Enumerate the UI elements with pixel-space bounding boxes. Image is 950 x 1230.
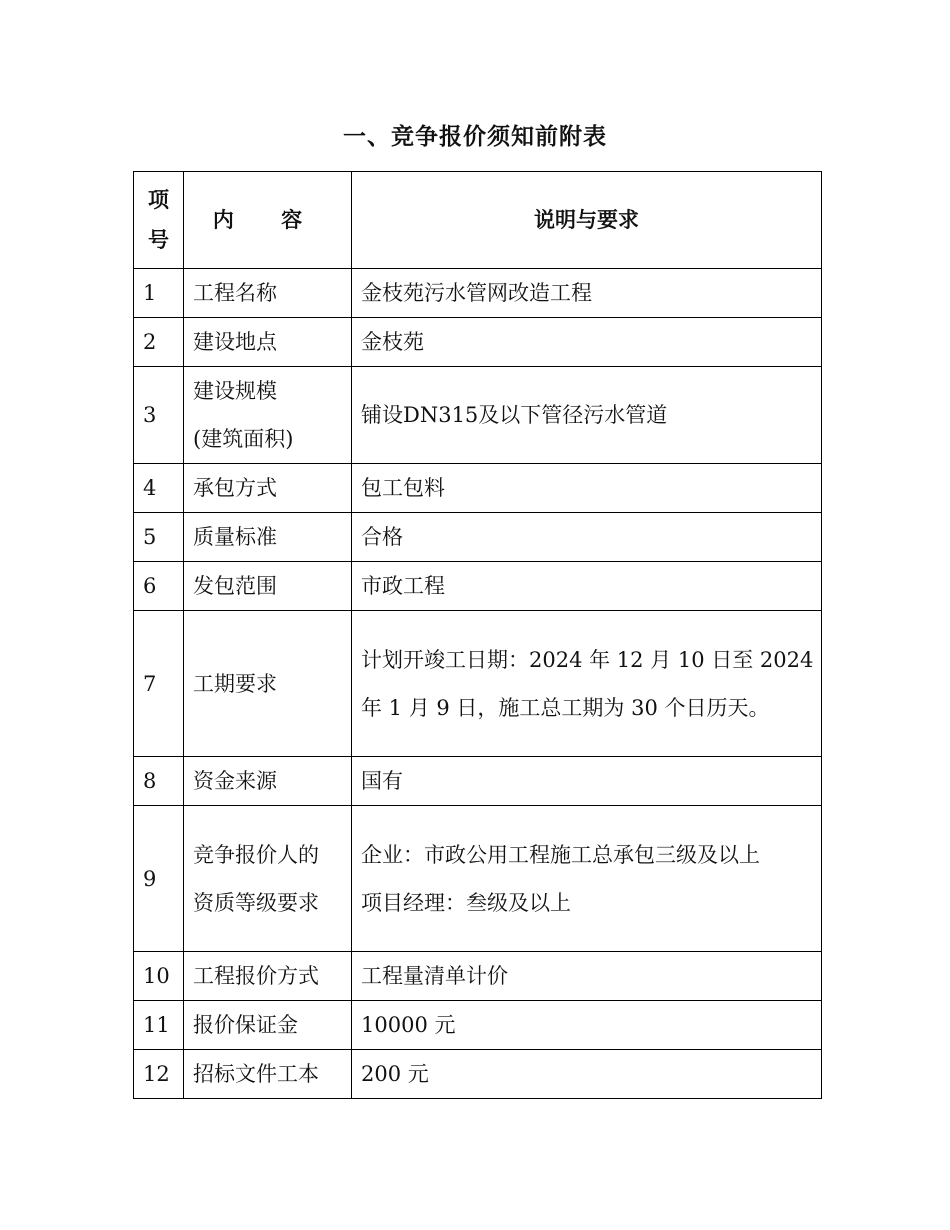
- row-number: 3: [134, 367, 184, 464]
- row-description: 计划开竣工日期：2024 年 12 月 10 日至 2024 年 1 月 9 日，施工总工期为 30 个日历天。: [352, 611, 822, 757]
- row-description: 金枝苑污水管网改造工程: [352, 269, 822, 318]
- table-row: [134, 367, 822, 464]
- row-number: 11: [134, 1001, 184, 1050]
- row-item: 招标文件工本: [184, 1050, 352, 1099]
- row-item: 报价保证金: [184, 1001, 352, 1050]
- row-item: 工程名称: [184, 269, 352, 318]
- row-item-line1: 建设规模: [193, 379, 277, 403]
- row-description: 工程量清单计价: [352, 952, 822, 1001]
- row-description: 国有: [352, 757, 822, 806]
- row-description: 金枝苑: [352, 318, 822, 367]
- table-row: [134, 952, 822, 1001]
- row-item: 质量标准: [184, 513, 352, 562]
- row-number: 7: [134, 611, 184, 757]
- requirements-table: [133, 171, 822, 1099]
- row-number: 1: [134, 269, 184, 318]
- table-header-row: [134, 172, 822, 269]
- row-number: 6: [134, 562, 184, 611]
- table-row: [134, 757, 822, 806]
- table-row: [134, 1001, 822, 1050]
- row-description: 10000 元: [352, 1001, 822, 1050]
- row-description: 包工包料: [352, 464, 822, 513]
- row-item-line2: (建筑面积): [193, 427, 294, 451]
- header-content: [184, 172, 352, 269]
- row-item: 工程报价方式: [184, 952, 352, 1001]
- table-row: [134, 269, 822, 318]
- row-description: 合格: [352, 513, 822, 562]
- table-row: [134, 562, 822, 611]
- row-number: 2: [134, 318, 184, 367]
- row-item-line1: 竞争报价人的: [193, 842, 319, 867]
- row-item: [184, 367, 352, 464]
- row-number: 12: [134, 1050, 184, 1099]
- row-description: 市政工程: [352, 562, 822, 611]
- row-number: 8: [134, 757, 184, 806]
- row-item: 建设地点: [184, 318, 352, 367]
- row-description-line1: 企业：市政公用工程施工总承包三级及以上: [361, 842, 760, 867]
- header-description: 说明与要求: [352, 172, 822, 269]
- table-row: [134, 611, 822, 757]
- row-number: 10: [134, 952, 184, 1001]
- row-number: 5: [134, 513, 184, 562]
- row-item: 工期要求: [184, 611, 352, 757]
- row-item: [184, 806, 352, 952]
- row-item: 发包范围: [184, 562, 352, 611]
- row-item: 资金来源: [184, 757, 352, 806]
- header-item-number: [134, 172, 184, 269]
- row-description: 200 元: [352, 1050, 822, 1099]
- row-number: 4: [134, 464, 184, 513]
- header-content-label: 内 容: [212, 207, 323, 232]
- table-row: [134, 318, 822, 367]
- row-description-line2: 项目经理：叁级及以上: [361, 890, 571, 915]
- table-row: [134, 513, 822, 562]
- row-item-line2: 资质等级要求: [193, 890, 319, 915]
- page-title: 一、竞争报价须知前附表: [343, 123, 607, 150]
- header-item-number-line1: 项: [148, 187, 169, 212]
- table-row: [134, 464, 822, 513]
- header-item-number-line2: 号: [148, 227, 169, 252]
- table-row: [134, 1050, 822, 1099]
- row-item: 承包方式: [184, 464, 352, 513]
- row-description: [352, 806, 822, 952]
- table-row: [134, 806, 822, 952]
- row-description: 铺设DN315及以下管径污水管道: [352, 367, 822, 464]
- row-number: 9: [134, 806, 184, 952]
